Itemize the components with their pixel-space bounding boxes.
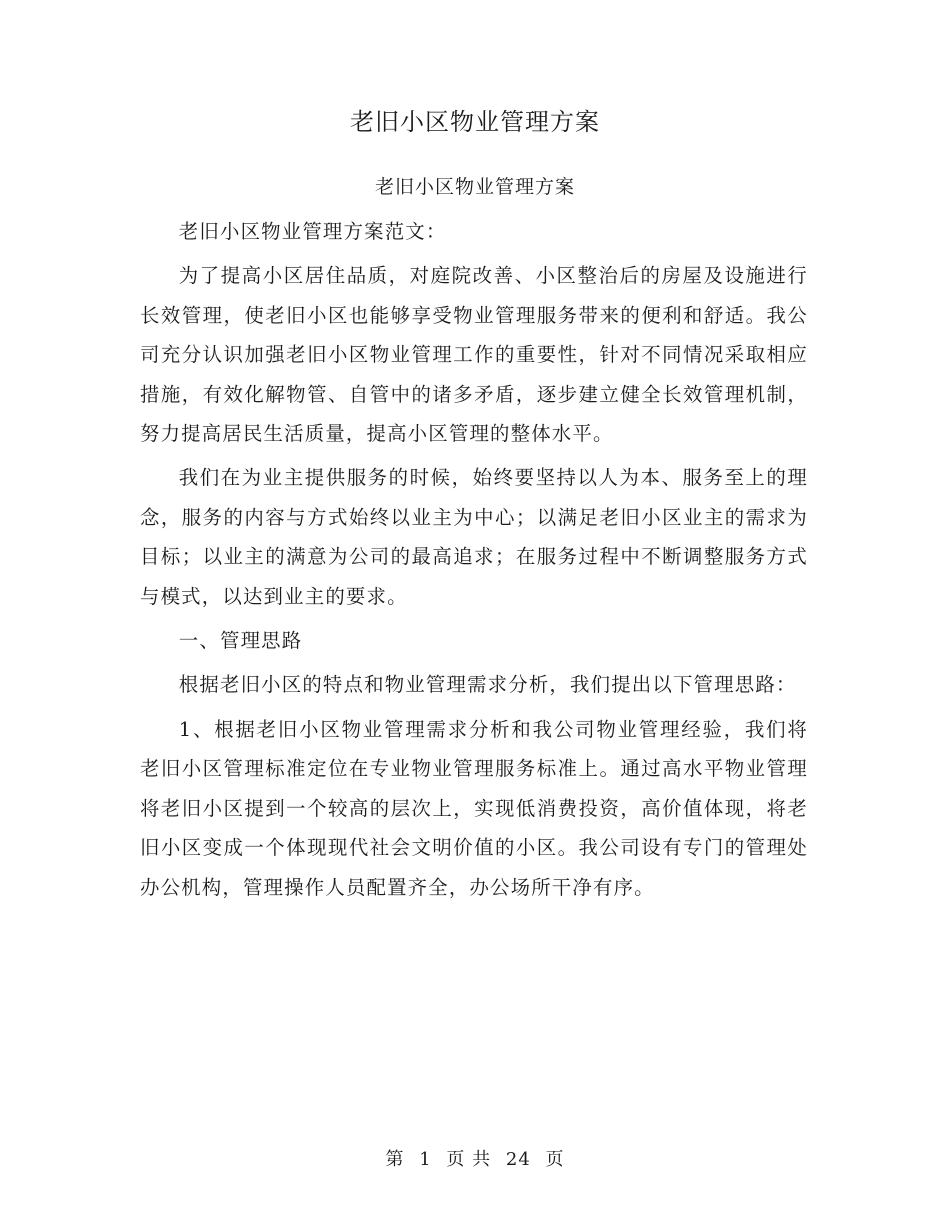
footer-middle: 页 共 <box>446 1149 492 1170</box>
paragraph-purpose: 为了提高小区居住品质，对庭院改善、小区整治后的房屋及设施进行长效管理，使老旧小区也能够享受物业管理服务带来的便利和舒适。我公司充分认识加强老旧小区物业管理工作的重要性，针对不同情况采取相应措施，有效化解物管、自管中的诸多矛盾，逐步建立健全长效管理机制，努力提高居民生活质量，提高小区管理的整体水平。 <box>140 264 808 446</box>
document-title: 老旧小区物业管理方案 <box>350 108 600 136</box>
footer-prefix: 第 <box>385 1149 405 1170</box>
paragraph-service-philosophy: 我们在为业主提供服务的时候，始终要坚持以人为本、服务至上的理念，服务的内容与方式始终以业主为中心；以满足老旧小区业主的需求为目标；以业主的满意为公司的最高追求；在服务过程中不断调整服务方式与模式，以达到业主的要求。 <box>140 466 808 608</box>
document-body <box>140 212 808 912</box>
paragraph-approach-intro: 根据老旧小区的特点和物业管理需求分析，我们提出以下管理思路： <box>178 673 797 697</box>
page-footer <box>0 1146 950 1174</box>
paragraph-approach-item-1: 1、根据老旧小区物业管理需求分析和我公司物业管理经验，我们将老旧小区管理标准定位在专业物业管理服务标准上。通过高水平物业管理将老旧小区提到一个较高的层次上，实现低消费投资，高价值体现，将老旧小区变成一个体现现代社会文明价值的小区。我公司设有专门的管理处办公机构，管理操作人员配置齐全，办公场所干净有序。 <box>140 717 808 899</box>
document-subtitle: 老旧小区物业管理方案 <box>374 176 575 198</box>
paragraph-intro: 老旧小区物业管理方案范文： <box>178 220 447 243</box>
footer-suffix: 页 <box>545 1149 565 1170</box>
footer-total-pages: 24 <box>505 1149 531 1170</box>
section-heading-management-approach: 一、管理思路 <box>178 629 303 653</box>
footer-current-page: 1 <box>419 1149 432 1170</box>
